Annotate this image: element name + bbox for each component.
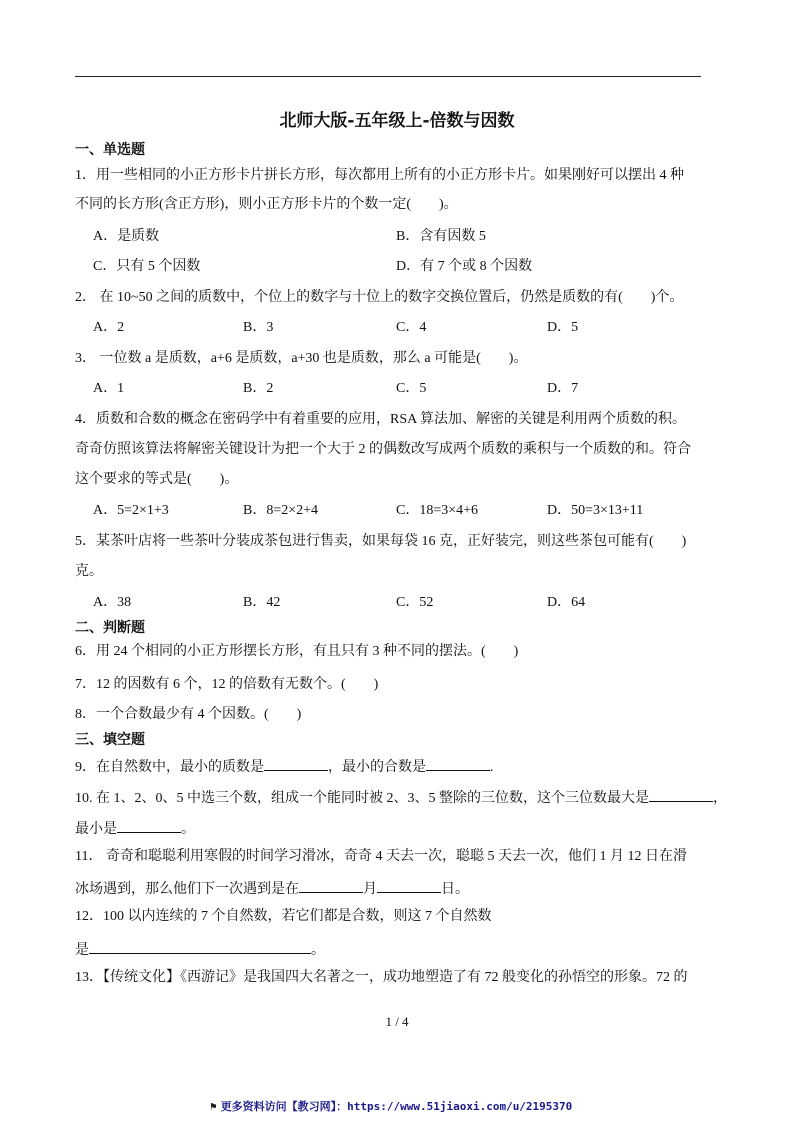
question-3-option-b: B．2	[243, 381, 274, 396]
question-2-option-a: A．2	[93, 320, 125, 335]
header-rule	[75, 76, 701, 77]
question-11-text-b: 冰场遇到，那么他们下一次遇到是在	[75, 882, 299, 897]
question-4-line-2: 奇奇仿照该算法将解密关键设计为把一个大于 2 的偶数改写成两个质数的乘积与一个质数的和。符合	[75, 442, 691, 457]
question-2-option-c: C．4	[396, 320, 427, 335]
question-9-text-c: .	[490, 760, 494, 775]
footer-link[interactable]	[210, 1098, 572, 1114]
answer-blank[interactable]	[264, 756, 328, 771]
question-3-option-a: A．1	[93, 381, 125, 396]
question-9-text-b: ，最小的合数是	[328, 760, 426, 775]
question-11-line-1: 11． 奇奇和聪聪利用寒假的时间学习滑冰，奇奇 4 天去一次，聪聪 5 天去一次，他们 1 月 12 日在滑	[75, 849, 687, 864]
question-5-option-c: C．52	[396, 595, 434, 610]
question-8: 8．一个合数最少有 4 个因数。( )	[75, 707, 302, 722]
section-heading-fill-blank: 三、填空题	[75, 732, 145, 748]
answer-blank[interactable]	[377, 878, 441, 893]
footer-link-text: 更多资料访问【教习网】：https://www.51jiaoxi.com/u/2195370	[220, 1100, 573, 1113]
question-10-line-2	[75, 818, 195, 839]
question-6: 6．用 24 个相同的小正方形摆长方形，有且只有 3 种不同的摆法。( )	[75, 644, 519, 659]
question-11-text-d: 日。	[441, 882, 469, 897]
question-10-text-c: 最小是	[75, 822, 117, 837]
question-3-line-1: 3． 一位数 a 是质数，a+6 是质数，a+30 也是质数，那么 a 可能是( )。	[75, 351, 528, 366]
answer-blank[interactable]	[117, 818, 181, 833]
question-7: 7．12 的因数有 6 个，12 的倍数有无数个。( )	[75, 677, 379, 692]
question-4-option-a: A．5=2×1+3	[93, 503, 169, 518]
question-1-line-2: 不同的长方形(含正方形)，则小正方形卡片的个数一定( )。	[75, 197, 458, 212]
question-1-option-b: B．含有因数 5	[396, 229, 486, 244]
page-number: 1 / 4	[385, 1014, 409, 1029]
question-2-option-d: D．5	[547, 320, 579, 335]
question-5-option-d: D．64	[547, 595, 586, 610]
question-10-text-d: 。	[181, 822, 195, 837]
question-12-text-c: 。	[311, 943, 325, 958]
question-13-line-1: 13．【传统文化】《西游记》是我国四大名著之一，成功地塑造了有 72 般变化的孙悟空的形象。72 的	[75, 970, 688, 985]
question-1-option-d: D．有 7 个或 8 个因数	[396, 259, 533, 274]
question-10-text-a: 10. 在 1、2、0、5 中选三个数，组成一个能同时被 2、3、5 整除的三位数，这个三位数最大是	[75, 791, 649, 806]
question-2-option-b: B．3	[243, 320, 274, 335]
question-5-option-a: A．38	[93, 595, 132, 610]
flag-icon: ⚑	[210, 1100, 217, 1113]
question-12-text-b: 是	[75, 943, 89, 958]
question-11-line-2	[75, 878, 469, 899]
question-9	[75, 756, 494, 777]
question-12-line-2	[75, 939, 325, 960]
question-9-text-a: 9．在自然数中，最小的质数是	[75, 760, 264, 775]
question-1-option-a: A．是质数	[93, 229, 160, 244]
answer-blank[interactable]	[299, 878, 363, 893]
page-title: 北师大版-五年级上-倍数与因数	[279, 111, 515, 131]
question-5-option-b: B．42	[243, 595, 281, 610]
answer-blank[interactable]	[89, 939, 311, 954]
question-2-line-1: 2． 在 10~50 之间的质数中，个位上的数字与十位上的数字交换位置后，仍然是质数的有( )个。	[75, 290, 684, 305]
answer-blank[interactable]	[649, 787, 713, 802]
question-11-text-c: 月	[363, 882, 377, 897]
question-5-line-1: 5．某茶叶店将一些茶叶分装成茶包进行售卖，如果每袋 16 克，正好装完，则这些茶包可能有( )	[75, 534, 687, 549]
question-4-option-b: B．8=2×2+4	[243, 503, 319, 518]
question-4-line-3: 这个要求的等式是( )。	[75, 472, 239, 487]
question-1-line-1: 1．用一些相同的小正方形卡片拼长方形，每次都用上所有的小正方形卡片。如果刚好可以摆出 4 种	[75, 168, 684, 183]
question-3-option-c: C．5	[396, 381, 427, 396]
question-4-option-c: C．18=3×4+6	[396, 503, 479, 518]
section-heading-true-false: 二、判断题	[75, 620, 145, 636]
question-5-line-2: 克。	[75, 564, 103, 579]
answer-blank[interactable]	[426, 756, 490, 771]
question-12-line-1: 12．100 以内连续的 7 个自然数，若它们都是合数，则这 7 个自然数	[75, 909, 492, 924]
question-1-option-c: C．只有 5 个因数	[93, 259, 201, 274]
question-3-option-d: D．7	[547, 381, 579, 396]
question-4-option-d: D．50=3×13+11	[547, 503, 644, 518]
question-10-line-1	[75, 787, 727, 808]
question-10-text-b: ，	[713, 791, 727, 806]
question-4-line-1: 4．质数和合数的概念在密码学中有着重要的应用，RSA 算法加、解密的关键是利用两个质数的积。	[75, 412, 686, 427]
section-heading-single-choice: 一、单选题	[75, 142, 145, 158]
